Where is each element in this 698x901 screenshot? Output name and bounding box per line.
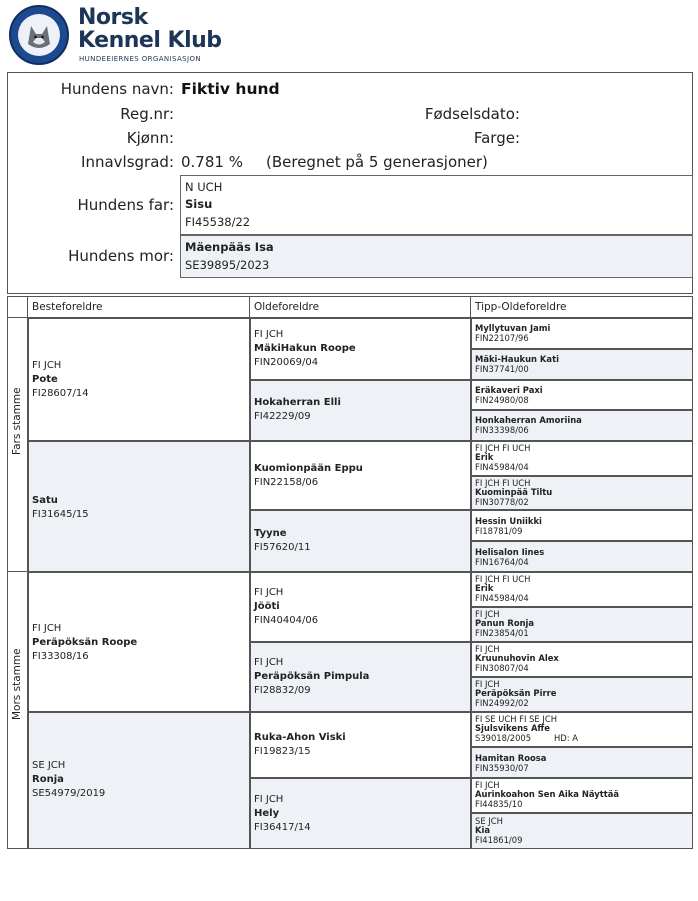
- gg-grandparent-cell: FI JCH Kruunuhovin Alex FIN30807/04: [471, 642, 693, 677]
- dog-head-icon: [18, 14, 60, 56]
- gg-grandparent-cell: Hamitan Roosa FIN35930/07: [471, 747, 693, 778]
- grandparent-name: Peräpöksän Roope: [32, 637, 138, 648]
- dog-name: Fiktiv hund: [181, 80, 280, 98]
- grandparent-name: Satu: [32, 495, 58, 506]
- inbreeding-label: Innavlsgrad:: [81, 153, 174, 171]
- inbreeding-value: 0.781 %: [181, 153, 243, 171]
- hd-status: HD: A: [554, 733, 578, 743]
- sire-box: [180, 175, 693, 235]
- gg-grandparent-cell: FI SE UCH FI SE JCH Sjulsvikens Affe S39018/2005 HD: A: [471, 712, 693, 747]
- great-grandparent-cell: FI JCH MäkiHakun Roope FIN20069/04: [250, 318, 471, 380]
- grandparent-cell: Satu FI31645/15: [28, 441, 250, 572]
- gg-grandparent-cell: Helisalon Iines FIN16764/04: [471, 541, 693, 572]
- col-header-great-grandparents: Oldeforeldre: [254, 301, 320, 313]
- great-grandparent-cell: FI JCH Jööti FIN40404/06: [250, 572, 471, 642]
- brand-tagline: HUNDEEIERNES ORGANISASJON: [79, 55, 202, 63]
- brand-name-line1: Norsk: [78, 5, 148, 30]
- sire-side-label: Fars stamme: [11, 387, 23, 455]
- sire-reg: FI45538/22: [185, 215, 251, 229]
- reg-label: Reg.nr:: [120, 105, 174, 123]
- gg-grandparent-cell: FI JCH Panun Ronja FIN23854/01: [471, 607, 693, 642]
- dog-name-label: Hundens navn:: [60, 80, 174, 98]
- dam-side-label: Mors stamme: [11, 648, 23, 720]
- great-grandparent-cell: Hokaherran Elli FI42229/09: [250, 380, 471, 441]
- great-grandparent-cell: FI JCH Peräpöksän Pimpula FI28832/09: [250, 642, 471, 712]
- gg-grandparent-cell: FI JCH Peräpöksän Pirre FIN24992/02: [471, 677, 693, 712]
- color-label: Farge:: [473, 129, 520, 147]
- brand-name-line2: Kennel Klub: [78, 28, 222, 53]
- col-header-grandparents: Besteforeldre: [32, 301, 103, 313]
- dob-label: Fødselsdato:: [424, 105, 520, 123]
- dam-reg: SE39895/2023: [185, 258, 270, 272]
- great-grandparent-cell: Kuomionpään Eppu FIN22158/06: [250, 441, 471, 510]
- great-grandparent-cell: Tyyne FI57620/11: [250, 510, 471, 572]
- gg-grandparent-cell: Eräkaveri Paxi FIN24980/08: [471, 380, 693, 410]
- gg-grandparent-cell: FI JCH FI UCH Kuominpää Tiltu FIN30778/02: [471, 476, 693, 510]
- dam-box: [180, 235, 693, 278]
- gg-grandparent-cell: Mäki-Haukun Kati FIN37741/00: [471, 349, 693, 380]
- grandparent-cell: FI JCH Pote FI28607/14: [28, 318, 250, 441]
- sire-title: N UCH: [185, 180, 223, 194]
- gg-grandparent-cell: Honkaherran Amoriina FIN33398/06: [471, 410, 693, 441]
- col-header-great-great-grandparents: Tipp-Oldeforeldre: [475, 301, 567, 313]
- grandparent-name: Ronja: [32, 774, 64, 785]
- gg-grandparent-cell: Myllytuvan Jami FIN22107/96: [471, 318, 693, 349]
- gg-grandparent-cell: SE JCH Kia FI41861/09: [471, 813, 693, 849]
- gg-grandparent-cell: Hessin Uniikki FI18781/09: [471, 510, 693, 541]
- sire-name: Sisu: [185, 197, 213, 211]
- gg-grandparent-cell: FI JCH FI UCH Erik FIN45984/04: [471, 572, 693, 607]
- grandparent-cell: FI JCH Peräpöksän Roope FI33308/16: [28, 572, 250, 712]
- grandparent-name: Pote: [32, 374, 58, 385]
- gg-grandparent-cell: FI JCH FI UCH Erik FIN45984/04: [471, 441, 693, 476]
- sex-label: Kjønn:: [126, 129, 174, 147]
- inbreeding-note: (Beregnet på 5 generasjoner): [266, 153, 488, 171]
- great-grandparent-cell: FI JCH Hely FI36417/14: [250, 778, 471, 849]
- dam-label: Hundens mor:: [68, 247, 174, 265]
- dam-name: Mäenpääs Isa: [185, 240, 274, 254]
- grandparent-cell: SE JCH Ronja SE54979/2019: [28, 712, 250, 849]
- great-grandparent-cell: Ruka-Ahon Viski FI19823/15: [250, 712, 471, 778]
- gg-grandparent-cell: FI JCH Aurinkoahon Sen Aika Näyttää FI44835/10: [471, 778, 693, 813]
- sire-label: Hundens far:: [77, 196, 174, 214]
